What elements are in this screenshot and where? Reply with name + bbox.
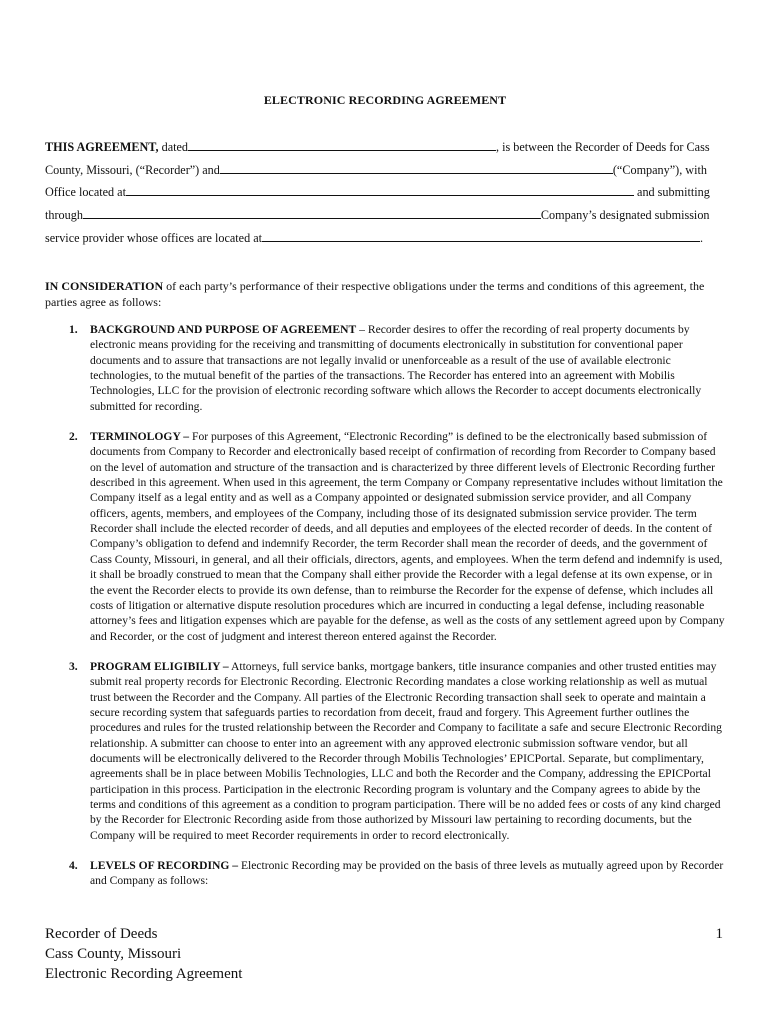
agreement-label: THIS AGREEMENT, bbox=[45, 140, 159, 154]
intro-line-4-start: through bbox=[45, 208, 83, 222]
consideration-heading: IN CONSIDERATION bbox=[45, 279, 164, 293]
company-name-blank-field[interactable] bbox=[220, 161, 613, 174]
intro-line-1-end: , is between the Recorder of Deeds for Cass bbox=[496, 140, 710, 154]
intro-line-4 bbox=[45, 206, 725, 223]
page-footer bbox=[45, 924, 725, 984]
intro-line-2-start: County, Missouri, (“Recorder”) and bbox=[45, 163, 220, 177]
submission-provider-blank-field[interactable] bbox=[83, 206, 541, 219]
office-location-blank-field[interactable] bbox=[126, 183, 634, 196]
date-blank-field[interactable] bbox=[188, 138, 496, 151]
consideration-paragraph bbox=[45, 278, 727, 310]
document-title: ELECTRONIC RECORDING AGREEMENT bbox=[263, 93, 507, 107]
agreement-sections bbox=[45, 322, 727, 904]
intro-line-4-end: Company’s designated submission bbox=[540, 208, 710, 222]
intro-line-3-end: and submitting bbox=[633, 185, 710, 199]
consideration-text: of each party’s performance of their respective obligations under the terms and conditions of this agreement, the parties agree as follows: bbox=[45, 279, 705, 309]
footer-line-recorder: Recorder of Deeds bbox=[45, 926, 158, 942]
intro-line-5 bbox=[45, 229, 725, 246]
intro-line-3 bbox=[45, 183, 725, 200]
footer-line-agreement: Electronic Recording Agreement bbox=[45, 966, 243, 982]
section-levels-of-recording bbox=[45, 858, 727, 889]
intro-line-2 bbox=[45, 161, 725, 178]
intro-line-2-end: (“Company”), with bbox=[612, 163, 707, 177]
footer-line-county: Cass County, Missouri bbox=[45, 946, 182, 962]
section-body: For purposes of this Agreement, “Electronic Recording” is defined to be the electronically based submission of documents from Company to Recorder and electronically based receipt of confirmation of recording from Recorder to Company based on the level of automation and structure of the transaction and is characterized by three different levels of Electronic Recording further described in this agreement. When used in this agreement, the term Company or Company representative includes without limitation the Company itself as a legal entity and as well as a Company appointed or designated submission service provider, and all Company officers, agents, members, and employees of the Company, including those of its designated submission service provider. The term Recorder shall include the elected recorder of deeds, and all deputies and employees of the elected recorder of deeds. In the content of Company’s obligation to defend and indemnify Recorder, the term Recorder shall mean the recorder of deeds, and the government of Cass County, Missouri, in general, and all their officials, directors, agents, and employees. When the term defend and indemnify is used, it shall be broadly construed to mean that the Company shall either provide the Recorder with a legal defense at its own expense, or in the event the Recorder elects to provide its own defense, than to reimburse the Recorder for the expense of defense, which includes all costs of litigation or alternative dispute resolution procedures which are incurred in conducting a legal defense, including reasonable attorney’s fees and litigation expenses which are payable for the defense, as well as the costs of any settlement agreed upon by Company and Recorder, or the cost of judgment and interest thereon entered against the Recorder. bbox=[90, 430, 725, 643]
page-number: 1 bbox=[715, 926, 723, 942]
section-program-eligibility bbox=[45, 659, 727, 843]
section-heading: BACKGROUND AND PURPOSE OF AGREEMENT bbox=[90, 323, 357, 336]
section-body: Attorneys, full service banks, mortgage bankers, title insurance companies and other trusted entities may submit real property records for Electronic Recording. Electronic Recording mandates a close working relationship as well as mutual trust between the Recorder and the Company. All parties of the Electronic Recording transaction shall seek to operate and maintain a secure recording system that safeguards parties to recordation from deceit, fraud and forgery. This Agreement further outlines the procedures and rules for the trusted relationship between the Recorder and Company to facilitate a safe and secure Electronic Recording relationship. A submitter can choose to enter into an agreement with any approved electronic submission software vendor, but all documents will be electronically delivered to the Recorder through Mobilis Technologies’ EPICPortal. Separate, but complimentary, agreements shall be in place between Mobilis Technologies, LLC and both the Recorder and the Company, addressing the EPICPortal participation in this process. Participation in the electronic Recording program is voluntary and the Company agrees to abide by the terms and conditions of this agreement as a condition to program participation. There will be no added fees or costs of any kind charged by the Recorder for Electronic Recording aside from those authorized by Missouri law pertaining to recording documents, but the Company will be required to meet Recorder requirements in order to record electronically. bbox=[90, 659, 722, 842]
intro-line-3-start: Office located at bbox=[45, 185, 126, 199]
section-body: – Recorder desires to offer the recording of real property documents by electronic means providing for the receiving and transmitting of documents electronically in substitution for conventional paper documents and to assure that transactions are not legally invalid or unenforceable as a result of the use of available electronic technologies, to the mutual benefit of the parties of the transactions. The Recorder has entered into an agreement with Mobilis Technologies, LLC for the provision of electronic recording software which allows the Recorder to accept documents electronically submitted for recording. bbox=[90, 323, 702, 413]
section-terminology bbox=[45, 429, 727, 644]
section-heading: LEVELS OF RECORDING – bbox=[90, 859, 239, 872]
provider-office-blank-field[interactable] bbox=[262, 229, 700, 242]
intro-line-5-end: . bbox=[700, 231, 704, 245]
dated-label: dated bbox=[158, 140, 189, 154]
section-heading: PROGRAM ELIGIBILIY – bbox=[90, 659, 229, 673]
section-background bbox=[45, 322, 727, 414]
section-number: 2. bbox=[69, 430, 78, 444]
section-number: 3. bbox=[69, 659, 78, 673]
intro-line-5-start: service provider whose offices are located at bbox=[45, 231, 263, 245]
section-number: 1. bbox=[69, 323, 78, 336]
intro-line-1 bbox=[45, 138, 725, 155]
section-body: Electronic Recording may be provided on the basis of three levels as mutually agreed upon by Recorder and Company as follows: bbox=[90, 859, 724, 888]
section-number: 4. bbox=[69, 859, 78, 872]
section-heading: TERMINOLOGY – bbox=[90, 430, 190, 444]
